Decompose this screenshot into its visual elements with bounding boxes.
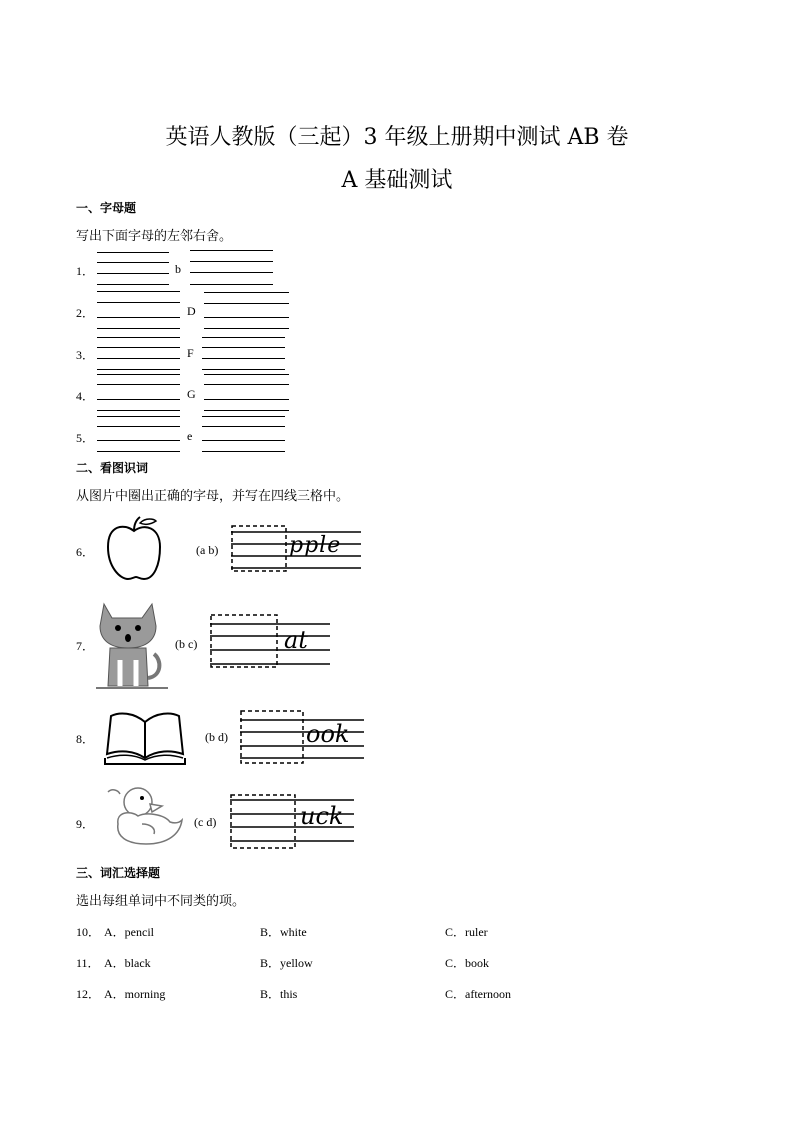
question-number: 4．: [76, 389, 95, 403]
question-number: 6．: [76, 545, 95, 559]
question-number: 2．: [76, 306, 95, 320]
answer-line[interactable]: [204, 399, 289, 400]
section-instruction-pictures: 从图片中圈出正确的字母，并写在四线三格中。: [76, 489, 350, 504]
answer-line[interactable]: [190, 250, 273, 251]
given-letter: e: [187, 429, 193, 443]
question-number: 5．: [76, 431, 95, 445]
option-a[interactable]: A．pencil: [104, 925, 154, 939]
word-fragment: uck: [300, 802, 344, 830]
four-line-grid[interactable]: [231, 525, 363, 577]
answer-line[interactable]: [97, 273, 169, 274]
option-c[interactable]: C．afternoon: [445, 987, 511, 1001]
answer-line[interactable]: [97, 291, 180, 292]
option-b[interactable]: B．white: [260, 925, 307, 939]
answer-line[interactable]: [97, 262, 169, 263]
answer-line[interactable]: [202, 347, 285, 348]
given-letter: G: [187, 387, 196, 401]
answer-line[interactable]: [97, 416, 180, 417]
answer-line[interactable]: [202, 337, 285, 338]
given-letter: F: [187, 346, 194, 360]
answer-line[interactable]: [97, 374, 180, 375]
answer-line[interactable]: [97, 284, 169, 285]
question-number: 12．: [76, 987, 101, 1001]
answer-line[interactable]: [202, 451, 285, 452]
letter-options: (b c): [175, 637, 198, 651]
letter-options: (a b): [196, 543, 219, 557]
answer-line[interactable]: [97, 358, 180, 359]
given-letter: b: [175, 262, 181, 276]
answer-line[interactable]: [97, 440, 180, 441]
answer-line[interactable]: [204, 303, 289, 304]
section-heading-vocab: 三、词汇选择题: [76, 866, 161, 880]
option-c[interactable]: C．ruler: [445, 925, 488, 939]
answer-line[interactable]: [97, 302, 180, 303]
apple-icon: [104, 515, 164, 583]
answer-line[interactable]: [97, 451, 180, 452]
answer-line[interactable]: [204, 410, 289, 411]
section-instruction-letters: 写出下面字母的左邻右舍。: [76, 229, 233, 244]
answer-line[interactable]: [202, 440, 285, 441]
option-b[interactable]: B．this: [260, 987, 298, 1001]
letter-options: (b d): [205, 730, 228, 744]
duck-icon: [104, 784, 186, 848]
question-number: 3．: [76, 348, 95, 362]
section-heading-letters: 一、字母题: [76, 201, 137, 215]
answer-line[interactable]: [97, 399, 180, 400]
cat-icon: [96, 600, 168, 690]
answer-line[interactable]: [97, 384, 180, 385]
answer-line[interactable]: [97, 347, 180, 348]
option-a[interactable]: A．black: [104, 956, 151, 970]
answer-line[interactable]: [204, 374, 289, 375]
question-number: 9．: [76, 817, 95, 831]
answer-line[interactable]: [204, 292, 289, 293]
answer-line[interactable]: [204, 317, 289, 318]
given-letter: D: [187, 304, 196, 318]
answer-line[interactable]: [97, 410, 180, 411]
word-fragment: ook: [306, 720, 350, 748]
question-number: 7．: [76, 639, 95, 653]
four-line-grid[interactable]: [210, 614, 332, 674]
answer-line[interactable]: [97, 252, 169, 253]
section-heading-pictures: 二、看图识词: [76, 461, 149, 475]
answer-line[interactable]: [202, 426, 285, 427]
answer-line[interactable]: [97, 328, 180, 329]
answer-line[interactable]: [204, 328, 289, 329]
four-line-grid[interactable]: [240, 710, 366, 770]
answer-line[interactable]: [204, 384, 289, 385]
section-instruction-vocab: 选出每组单词中不同类的项。: [76, 894, 246, 909]
question-number: 1．: [76, 264, 95, 278]
book-icon: [103, 708, 187, 766]
page-subtitle: A 基础测试: [341, 168, 453, 193]
answer-line[interactable]: [202, 358, 285, 359]
answer-line[interactable]: [97, 317, 180, 318]
option-c[interactable]: C．book: [445, 956, 490, 970]
answer-line[interactable]: [97, 426, 180, 427]
question-number: 10．: [76, 925, 101, 939]
letter-options: (c d): [194, 815, 217, 829]
answer-line[interactable]: [190, 284, 273, 285]
answer-line[interactable]: [202, 369, 285, 370]
page-title: 英语人教版（三起）3 年级上册期中测试 AB 卷: [165, 125, 629, 150]
four-line-grid[interactable]: [230, 794, 356, 856]
answer-line[interactable]: [190, 261, 273, 262]
answer-line[interactable]: [202, 416, 285, 417]
word-fragment: at: [284, 626, 308, 654]
answer-line[interactable]: [97, 337, 180, 338]
option-a[interactable]: A．morning: [104, 987, 166, 1001]
question-number: 8．: [76, 732, 95, 746]
answer-line[interactable]: [190, 272, 273, 273]
option-b[interactable]: B．yellow: [260, 956, 313, 970]
word-fragment: pple: [289, 533, 342, 558]
answer-line[interactable]: [97, 369, 180, 370]
question-number: 11．: [76, 956, 100, 970]
